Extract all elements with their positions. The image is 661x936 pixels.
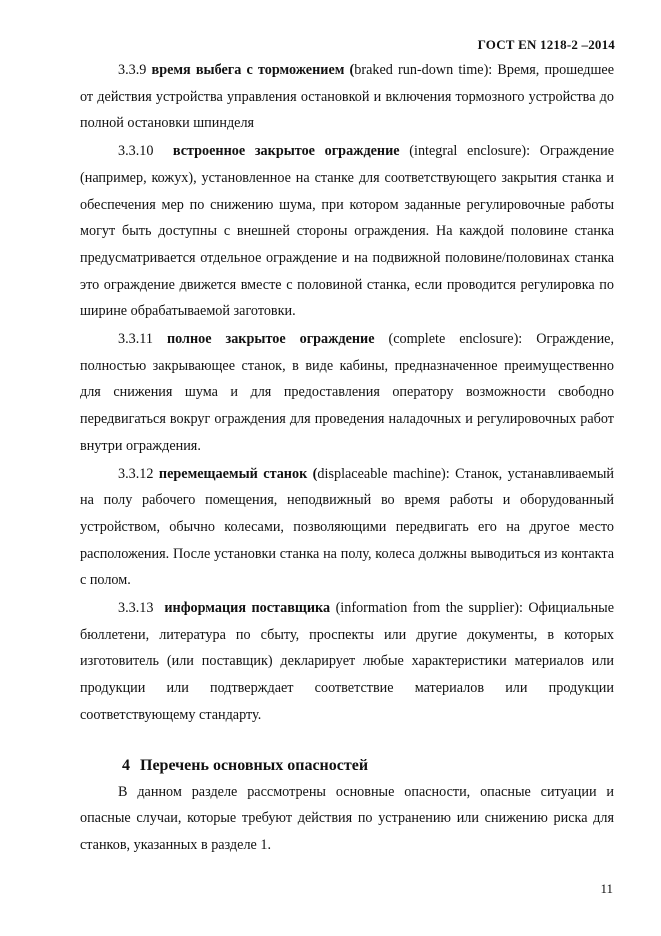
clause-text: : Официальные бюллетени, литература по сбыту, проспекты или другие документы, в которых изготовитель (или поставщик) декларирует любые характеристики материалов или продукции или подтверждает соответствие материалов или продукции соответствующему стандарту. [80, 600, 614, 723]
section-heading [80, 753, 614, 779]
clause-number: 3.3.11 [118, 331, 153, 348]
clause-3-3-12 [80, 461, 614, 595]
page-number: 11 [600, 881, 613, 896]
section-title: Перечень основных опасностей [140, 756, 369, 774]
clause-3-3-13 [80, 595, 614, 729]
clause-text: : Станок, устанавливаемый на полу рабочего помещения, неподвижный во время работы и оборудованный устройством, обычно колесами, позволяющими передвигать его на другое место расположения. После установки станка на полу, колеса должны выводиться из контакта с полом. [80, 465, 615, 589]
clause-number: 3.3.10 [118, 143, 154, 160]
clause-english-term: (information from the supplier) [335, 600, 519, 617]
clause-term: полное закрытое ограждение [166, 331, 375, 348]
clause-number: 3.3.9 [118, 62, 147, 78]
clause-english-term: displaceable machine) [317, 465, 446, 482]
page-body [80, 57, 614, 860]
clause-text: : Ограждение, полностью закрывающее станок, в виде кабины, предназначенное преимущественно для снижения шума и для предоставления оператору возможности свободно передвигаться вокруг ограждения для проведения наладочных и регулировочных работ внутри ограждения. [80, 331, 615, 454]
clause-text: : Время, прошедшее от действия устройства управления остановкой и включения тормозного устройства до полной остановки шпинделя [80, 62, 614, 132]
standard-designation: ГОСТ EN 1218-2 –2014 [477, 37, 615, 52]
clause-3-3-11 [80, 326, 614, 460]
clause-term: перемещаемый станок ( [158, 465, 318, 482]
clause-3-3-9 [80, 57, 614, 137]
clause-english-term: (complete enclosure) [388, 331, 519, 348]
clause-term: информация поставщика [164, 600, 331, 617]
clause-number: 3.3.12 [118, 465, 154, 482]
clause-number: 3.3.13 [118, 600, 154, 617]
section-paragraph: В данном разделе рассмотрены основные опасности, опасные ситуации и опасные случаи, которые требуют действия по устранению или снижению риска для станков, указанных в разделе 1. [80, 783, 614, 853]
clause-text: : Ограждение (например, кожух), установленное на станке для соответствующего закрытия станка и обеспечения мер по снижению шума, при котором заданные регулировочные работы могут быть доступны с внешней стороны ограждения. На каждой половине станка предусматривается отдельное ограждение и на подвижной половине/половинах станка это ограждение движется вместе с половиной станка, если проводится регулировка по ширине обрабатываемой заготовки. [80, 143, 615, 320]
clause-3-3-10 [80, 138, 614, 325]
clause-term: время выбега с торможением ( [151, 62, 355, 78]
clause-term: встроенное закрытое ограждение [172, 143, 400, 160]
section-number: 4 [122, 756, 130, 774]
clause-english-term: (integral enclosure) [409, 143, 527, 160]
clause-english-term: braked run-down time) [354, 62, 489, 78]
